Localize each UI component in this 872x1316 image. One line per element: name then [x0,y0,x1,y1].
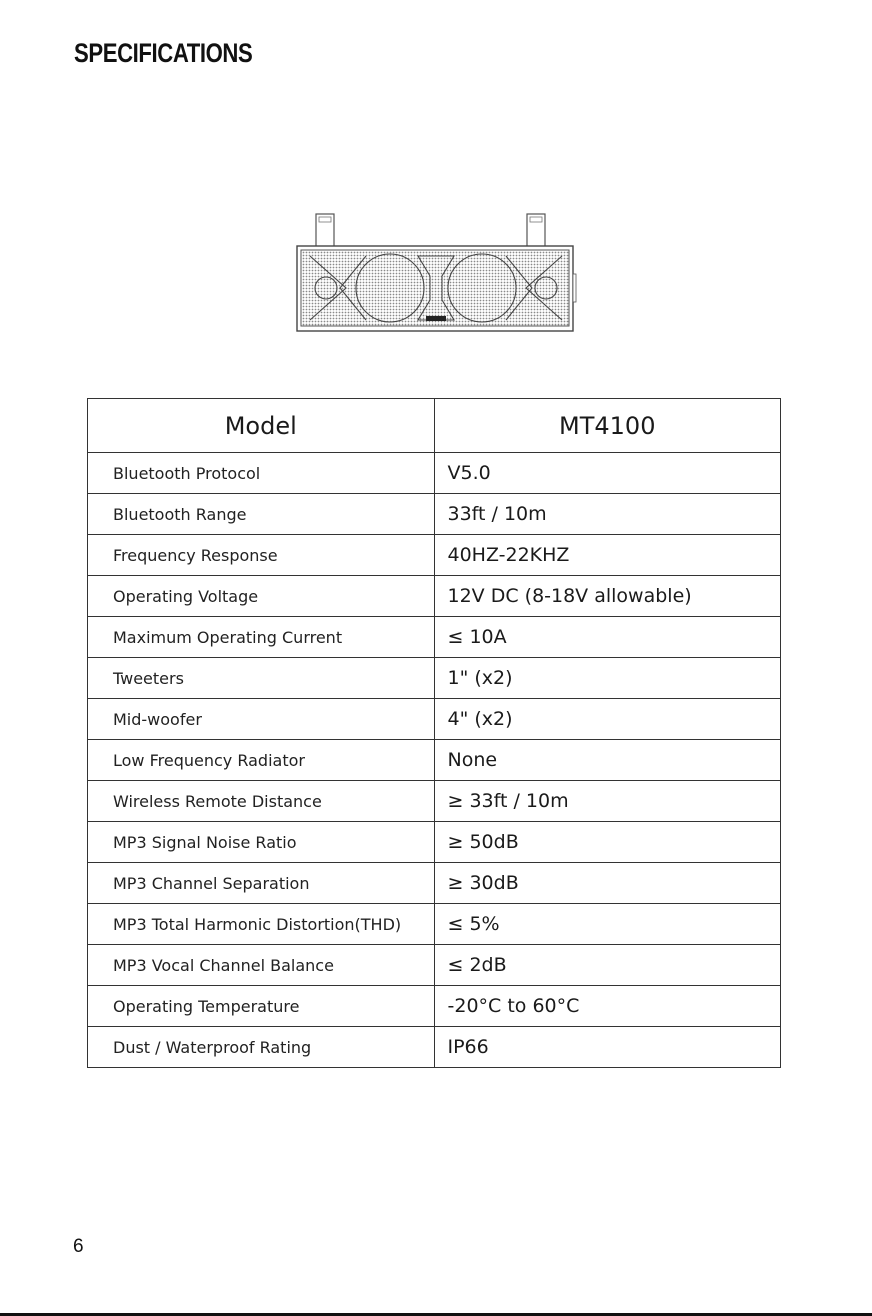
table-row [88,658,781,699]
spec-label: Bluetooth Protocol [88,453,435,494]
spec-label: Dust / Waterproof Rating [88,1027,435,1068]
header-value: MT4100 [434,399,781,453]
spec-label: MP3 Channel Separation [88,863,435,904]
spec-value: 33ft / 10m [434,494,781,535]
spec-value: ≤ 5% [434,904,781,945]
spec-label: Maximum Operating Current [88,617,435,658]
table-row [88,863,781,904]
spec-value: V5.0 [434,453,781,494]
spec-value: 1" (x2) [434,658,781,699]
specifications-table [87,398,781,1068]
table-row [88,781,781,822]
page-number: 6 [73,1236,84,1257]
spec-value: None [434,740,781,781]
spec-value: 4" (x2) [434,699,781,740]
spec-label: MP3 Vocal Channel Balance [88,945,435,986]
spec-value: ≥ 50dB [434,822,781,863]
table-row [88,453,781,494]
table-row [88,1027,781,1068]
spec-label: Operating Temperature [88,986,435,1027]
mounting-post-icon [527,214,545,248]
spec-label: Frequency Response [88,535,435,576]
table-row [88,576,781,617]
table-row [88,617,781,658]
spec-label: Operating Voltage [88,576,435,617]
header-label: Model [88,399,435,453]
table-header-row [88,399,781,453]
spec-value: -20°C to 60°C [434,986,781,1027]
table-row [88,535,781,576]
spec-label: Mid-woofer [88,699,435,740]
table-row [88,904,781,945]
spec-label: MP3 Signal Noise Ratio [88,822,435,863]
spec-value: IP66 [434,1027,781,1068]
spec-value: ≤ 10A [434,617,781,658]
table-row [88,699,781,740]
spec-value: ≥ 30dB [434,863,781,904]
page-title: SPECIFICATIONS [74,38,253,68]
spec-value: ≥ 33ft / 10m [434,781,781,822]
speaker-bar-illustration [296,212,577,332]
table-row [88,986,781,1027]
table-row [88,740,781,781]
spec-value: ≤ 2dB [434,945,781,986]
spec-label: Wireless Remote Distance [88,781,435,822]
spec-label: MP3 Total Harmonic Distortion(THD) [88,904,435,945]
table-row [88,822,781,863]
spec-label: Bluetooth Range [88,494,435,535]
spec-label: Tweeters [88,658,435,699]
mounting-post-icon [316,214,334,248]
spec-value: 12V DC (8-18V allowable) [434,576,781,617]
spec-label: Low Frequency Radiator [88,740,435,781]
table-row [88,945,781,986]
brand-badge-icon [426,316,446,321]
table-row [88,494,781,535]
spec-value: 40HZ-22KHZ [434,535,781,576]
